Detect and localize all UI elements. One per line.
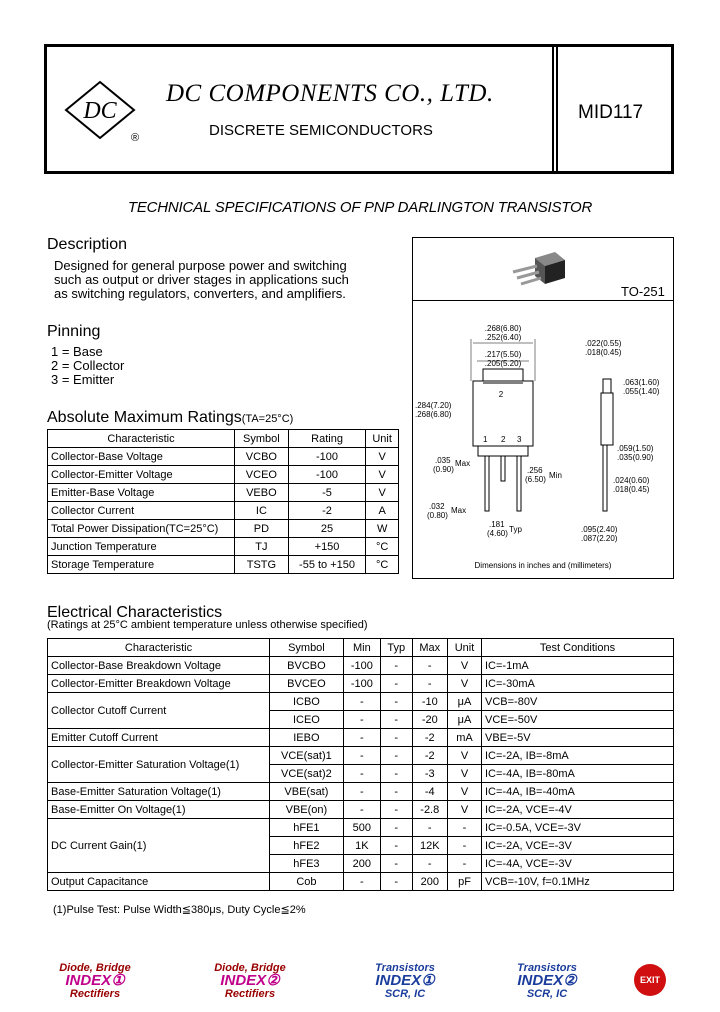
sym-cell: VBE(on) xyxy=(270,801,344,819)
sym-cell: BVCBO xyxy=(270,657,344,675)
part-number: MID117 xyxy=(578,102,644,123)
banner-bottom: Rectifiers xyxy=(69,988,121,1000)
dim-label: .024(0.60) xyxy=(613,476,650,485)
max-cell: -4 xyxy=(412,783,448,801)
unit-cell: V xyxy=(448,765,482,783)
table-row xyxy=(48,783,674,801)
characteristic-cell: Base-Emitter On Voltage(1) xyxy=(48,801,270,819)
sym-cell: hFE2 xyxy=(270,837,344,855)
dim-label: .256 xyxy=(527,466,543,475)
table-row: Emitter-Base Voltage VEBO -5 V xyxy=(48,484,399,502)
banner-mid: INDEX xyxy=(375,972,422,989)
dim-label: .268(6.80) xyxy=(415,410,452,419)
logo-text: DC xyxy=(83,98,117,124)
typ-cell: - xyxy=(380,711,412,729)
dim-label: (6.50) xyxy=(525,475,546,484)
typ-cell: - xyxy=(380,675,412,693)
sym-cell: ICBO xyxy=(270,693,344,711)
table-row: Total Power Dissipation(TC=25°C) PD 25 W xyxy=(48,520,399,538)
cond-cell: IC=-1mA xyxy=(482,657,674,675)
unit-cell: pF xyxy=(448,873,482,891)
characteristic-cell: Collector-Emitter Saturation Voltage(1) xyxy=(48,747,270,783)
registered-mark: ® xyxy=(131,132,140,144)
abs-max-condition: (TA=25°C) xyxy=(241,413,294,425)
table-row xyxy=(48,729,674,747)
elec-subheading: (Ratings at 25°C ambient temperature unless otherwise specified) xyxy=(47,619,368,631)
index-link-transistor-1[interactable] xyxy=(350,962,460,1000)
dimension-drawing-box xyxy=(412,301,674,579)
dim-label: .032 xyxy=(429,502,445,511)
dim-label: .059(1.50) xyxy=(617,444,654,453)
characteristic-cell: Base-Emitter Saturation Voltage(1) xyxy=(48,783,270,801)
typ-cell: - xyxy=(380,729,412,747)
abs-max-heading xyxy=(47,409,293,427)
typ-cell: - xyxy=(380,783,412,801)
max-cell: - xyxy=(412,675,448,693)
description-line: Designed for general purpose power and switching xyxy=(54,258,347,273)
table-row xyxy=(48,873,674,891)
table-row: Collector Current IC -2 A xyxy=(48,502,399,520)
characteristic-cell: Output Capacitance xyxy=(48,873,270,891)
unit-cell: μA xyxy=(448,711,482,729)
sym-cell: Cob xyxy=(270,873,344,891)
dim-label: .035 xyxy=(435,456,451,465)
unit-cell: - xyxy=(448,855,482,873)
footer-links xyxy=(40,962,660,1002)
min-cell: - xyxy=(343,873,380,891)
column-header: Symbol xyxy=(235,430,289,448)
pin-number: 2 xyxy=(501,435,506,444)
banner-bottom: SCR, IC xyxy=(526,988,568,1000)
max-cell: -10 xyxy=(412,693,448,711)
banner-num: ② xyxy=(563,972,577,989)
elec-heading: Electrical Characteristics xyxy=(47,604,223,621)
column-header: Unit xyxy=(366,430,399,448)
max-cell: -2 xyxy=(412,747,448,765)
characteristic-cell: DC Current Gain(1) xyxy=(48,819,270,873)
banner-mid: INDEX xyxy=(220,972,267,989)
characteristic-cell: Collector Cutoff Current xyxy=(48,693,270,729)
table-row: Collector-Base Voltage VCBO -100 V xyxy=(48,448,399,466)
index-link-diode-2[interactable] xyxy=(195,962,305,1000)
banner-bottom: SCR, IC xyxy=(384,988,426,1000)
pin-item: 1 = Base xyxy=(51,344,103,359)
dim-label: .205(5.20) xyxy=(484,359,522,368)
dim-label: .284(7.20) xyxy=(415,401,452,410)
cond-cell: VBE=-5V xyxy=(482,729,674,747)
cond-cell: IC=-2A, IB=-8mA xyxy=(482,747,674,765)
typ-cell: - xyxy=(380,855,412,873)
table-row: Collector-Emitter Voltage VCEO -100 V xyxy=(48,466,399,484)
pin-item: 2 = Collector xyxy=(51,358,125,373)
index-link-transistor-2[interactable] xyxy=(492,962,602,1000)
max-cell: 12K xyxy=(412,837,448,855)
min-cell: - xyxy=(343,801,380,819)
dim-label: .268(6.80) xyxy=(484,324,522,333)
characteristic-cell: Collector-Emitter Breakdown Voltage xyxy=(48,675,270,693)
cond-cell: VCE=-50V xyxy=(482,711,674,729)
min-cell: -100 xyxy=(343,657,380,675)
abs-max-table xyxy=(47,429,399,574)
elec-table xyxy=(47,638,674,891)
header-divider xyxy=(552,47,558,171)
dim-label: .217(5.50) xyxy=(484,350,522,359)
max-cell: -2.8 xyxy=(412,801,448,819)
unit-cell: V xyxy=(448,675,482,693)
description-text xyxy=(54,259,349,301)
column-header: Characteristic xyxy=(48,639,270,657)
banner-top: Diode, Bridge xyxy=(59,962,131,974)
cond-cell: IC=-4A, IB=-40mA xyxy=(482,783,674,801)
cond-cell: IC=-30mA xyxy=(482,675,674,693)
pin-item: 3 = Emitter xyxy=(51,372,115,387)
column-header: Min xyxy=(343,639,380,657)
banner-mid: INDEX xyxy=(517,972,564,989)
index-link-diode-1[interactable] xyxy=(40,962,150,1000)
banner-mid: INDEX xyxy=(65,972,112,989)
column-header: Test Conditions xyxy=(482,639,674,657)
document-title: TECHNICAL SPECIFICATIONS OF PNP DARLINGTON TRANSISTOR xyxy=(127,199,593,216)
characteristic-cell: Emitter Cutoff Current xyxy=(48,729,270,747)
sym-cell: hFE3 xyxy=(270,855,344,873)
column-header: Unit xyxy=(448,639,482,657)
pin-number: 1 xyxy=(483,435,488,444)
dim-label: Typ xyxy=(509,525,522,534)
min-cell: 200 xyxy=(343,855,380,873)
sym-cell: ICEO xyxy=(270,711,344,729)
banner-top: Transistors xyxy=(517,962,577,974)
description-line: as switching regulators, converters, and amplifiers. xyxy=(54,286,346,301)
pinning-list xyxy=(51,345,124,387)
max-cell: - xyxy=(412,819,448,837)
dc-logo-icon xyxy=(64,80,136,140)
max-cell: -20 xyxy=(412,711,448,729)
dim-label: .018(0.45) xyxy=(613,485,650,494)
min-cell: - xyxy=(343,765,380,783)
column-header: Max xyxy=(412,639,448,657)
sym-cell: VBE(sat) xyxy=(270,783,344,801)
dim-label: Min xyxy=(549,471,562,480)
cond-cell: IC=-0.5A, VCE=-3V xyxy=(482,819,674,837)
exit-button[interactable]: EXIT xyxy=(634,964,666,996)
dim-label: Max xyxy=(455,459,471,468)
dim-label: .181 xyxy=(489,520,505,529)
max-cell: -3 xyxy=(412,765,448,783)
column-header: Typ xyxy=(380,639,412,657)
pin-number: 3 xyxy=(517,435,522,444)
table-row: Storage Temperature TSTG -55 to +150 °C xyxy=(48,556,399,574)
dimension-caption: Dimensions in inches and (millimeters) xyxy=(474,561,612,570)
sym-cell: VCE(sat)1 xyxy=(270,747,344,765)
typ-cell: - xyxy=(380,657,412,675)
typ-cell: - xyxy=(380,873,412,891)
max-cell: - xyxy=(412,657,448,675)
typ-cell: - xyxy=(380,837,412,855)
description-heading: Description xyxy=(47,236,128,253)
cond-cell: IC=-2A, VCE=-4V xyxy=(482,801,674,819)
typ-cell: - xyxy=(380,693,412,711)
company-name: DC COMPONENTS CO., LTD. xyxy=(166,80,494,107)
banner-num: ② xyxy=(266,972,280,989)
unit-cell: - xyxy=(448,837,482,855)
dim-label: .035(0.90) xyxy=(617,453,654,462)
company-subtitle: DISCRETE SEMICONDUCTORS xyxy=(209,122,433,139)
pinning-heading: Pinning xyxy=(47,323,101,340)
column-header: Rating xyxy=(288,430,366,448)
unit-cell: V xyxy=(448,747,482,765)
unit-cell: mA xyxy=(448,729,482,747)
dim-label: .022(0.55) xyxy=(585,339,622,348)
dim-label: .063(1.60) xyxy=(623,378,660,387)
table-header-row xyxy=(48,430,399,448)
banner-top: Transistors xyxy=(375,962,435,974)
table-row xyxy=(48,675,674,693)
sym-cell: VCE(sat)2 xyxy=(270,765,344,783)
typ-cell: - xyxy=(380,819,412,837)
dim-label: (4.60) xyxy=(487,529,508,538)
min-cell: -100 xyxy=(343,675,380,693)
dim-label: .055(1.40) xyxy=(623,387,660,396)
max-cell: 200 xyxy=(412,873,448,891)
table-row xyxy=(48,819,674,837)
max-cell: - xyxy=(412,855,448,873)
typ-cell: - xyxy=(380,747,412,765)
sym-cell: IEBO xyxy=(270,729,344,747)
min-cell: - xyxy=(343,693,380,711)
table-row xyxy=(48,693,674,711)
abs-max-title: Absolute Maximum Ratings xyxy=(47,409,242,426)
table-row xyxy=(48,747,674,765)
unit-cell: μA xyxy=(448,693,482,711)
table-row: Junction Temperature TJ +150 °C xyxy=(48,538,399,556)
unit-cell: - xyxy=(448,819,482,837)
cond-cell: IC=-4A, VCE=-3V xyxy=(482,855,674,873)
table-row xyxy=(48,657,674,675)
column-header: Characteristic xyxy=(48,430,235,448)
min-cell: 500 xyxy=(343,819,380,837)
max-cell: -2 xyxy=(412,729,448,747)
unit-cell: V xyxy=(448,657,482,675)
typ-cell: - xyxy=(380,801,412,819)
unit-cell: V xyxy=(448,801,482,819)
cond-cell: VCB=-10V, f=0.1MHz xyxy=(482,873,674,891)
banner-num: ① xyxy=(421,972,435,989)
min-cell: - xyxy=(343,711,380,729)
dimension-drawing xyxy=(413,301,673,577)
dim-label: (0.80) xyxy=(427,511,448,520)
footnote: (1)Pulse Test: Pulse Width≦380μs, Duty Cycle≦2% xyxy=(53,904,306,916)
typ-cell: - xyxy=(380,765,412,783)
package-photo-box xyxy=(412,237,674,301)
table-header-row xyxy=(48,639,674,657)
characteristic-cell: Collector-Base Breakdown Voltage xyxy=(48,657,270,675)
dim-label: 2 xyxy=(498,390,504,399)
min-cell: - xyxy=(343,783,380,801)
dim-label: .252(6.40) xyxy=(484,333,522,342)
banner-bottom: Rectifiers xyxy=(224,988,276,1000)
table-row xyxy=(48,801,674,819)
column-header: Symbol xyxy=(270,639,344,657)
cond-cell: VCB=-80V xyxy=(482,693,674,711)
min-cell: 1K xyxy=(343,837,380,855)
unit-cell: V xyxy=(448,783,482,801)
banner-num: ① xyxy=(111,972,125,989)
cond-cell: IC=-2A, VCE=-3V xyxy=(482,837,674,855)
sym-cell: hFE1 xyxy=(270,819,344,837)
description-line: such as output or driver stages in applications such xyxy=(54,272,349,287)
dim-label: .087(2.20) xyxy=(581,534,618,543)
dim-label: (0.90) xyxy=(433,465,454,474)
cond-cell: IC=-4A, IB=-80mA xyxy=(482,765,674,783)
min-cell: - xyxy=(343,729,380,747)
banner-top: Diode, Bridge xyxy=(214,962,286,974)
dim-label: Max xyxy=(451,506,467,515)
dim-label: .095(2.40) xyxy=(581,525,618,534)
sym-cell: BVCEO xyxy=(270,675,344,693)
min-cell: - xyxy=(343,747,380,765)
dim-label: .018(0.45) xyxy=(585,348,622,357)
package-name: TO-251 xyxy=(621,284,665,299)
